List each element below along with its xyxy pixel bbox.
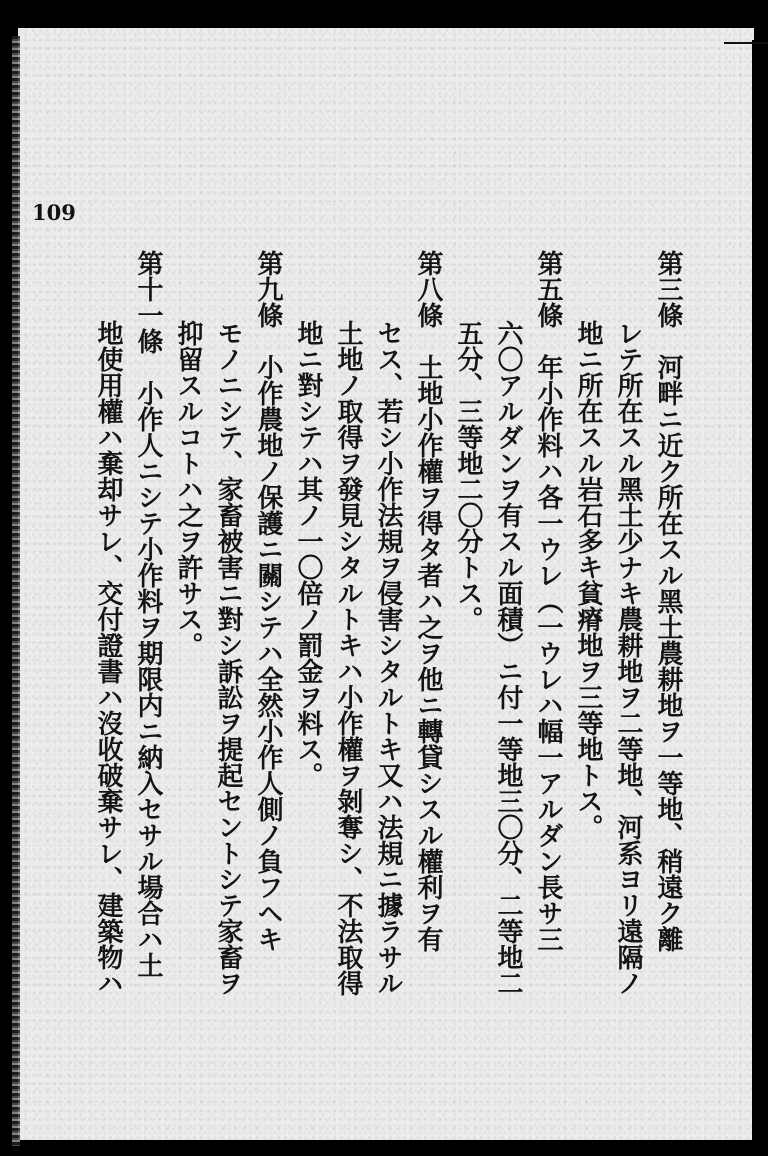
text-column-13: 抑留スルコトハ之ヲ許サス。 [173,320,203,658]
page-number: 109 [32,200,76,225]
text-column-12: モノニシテ、家畜被害ニ對シ訴訟ヲ提起セントシテ家畜ヲ [213,320,243,996]
page-right-shadow [752,40,768,1156]
text-column-1: 第三條 河畔ニ近ク所在スル黑土農耕地ヲ一等地、稍遠ク離 [653,250,683,952]
text-column-14: 第十一條 小作人ニシテ小作料ヲ期限内ニ納入セサル場合ハ土 [133,250,163,978]
text-column-8: セス、若シ小作法規ヲ侵害シタルトキ又ハ法規ニ據ラサル [373,320,403,996]
text-column-6: 五分、三等地二〇分トス。 [453,320,483,632]
text-column-2: レテ所在スル黑土少ナキ農耕地ヲ二等地、河系ヨリ遠隔ノ [613,320,643,996]
text-column-15: 地使用權ハ棄却サレ、交付證書ハ沒收破棄サレ、建築物ハ [93,320,123,996]
page-binding-edge [12,36,20,1146]
text-column-10: 地ニ對シテハ其ノ一〇倍ノ罰金ヲ料ス。 [293,320,323,788]
top-rule [724,42,768,44]
text-column-11: 第九條 小作農地ノ保護ニ關シテハ全然小作人側ノ負フヘキ [253,250,283,952]
text-column-3: 地ニ所在スル岩石多キ貧瘠地ヲ三等地トス。 [573,320,603,840]
text-column-5: 六〇アルダンヲ有スル面積）ニ付一等地三〇分、二等地二 [493,320,523,996]
text-column-7: 第八條 土地小作權ヲ得タ者ハ之ヲ他ニ轉貸シスル權利ヲ有 [413,250,443,952]
text-column-9: 土地ノ取得ヲ發見シタルトキハ小作權ヲ剝奪シ、不法取得 [333,320,363,996]
text-column-4: 第五條 年小作料ハ各一ウレ（一ウレハ幅一アルダン長サ三 [533,250,563,952]
